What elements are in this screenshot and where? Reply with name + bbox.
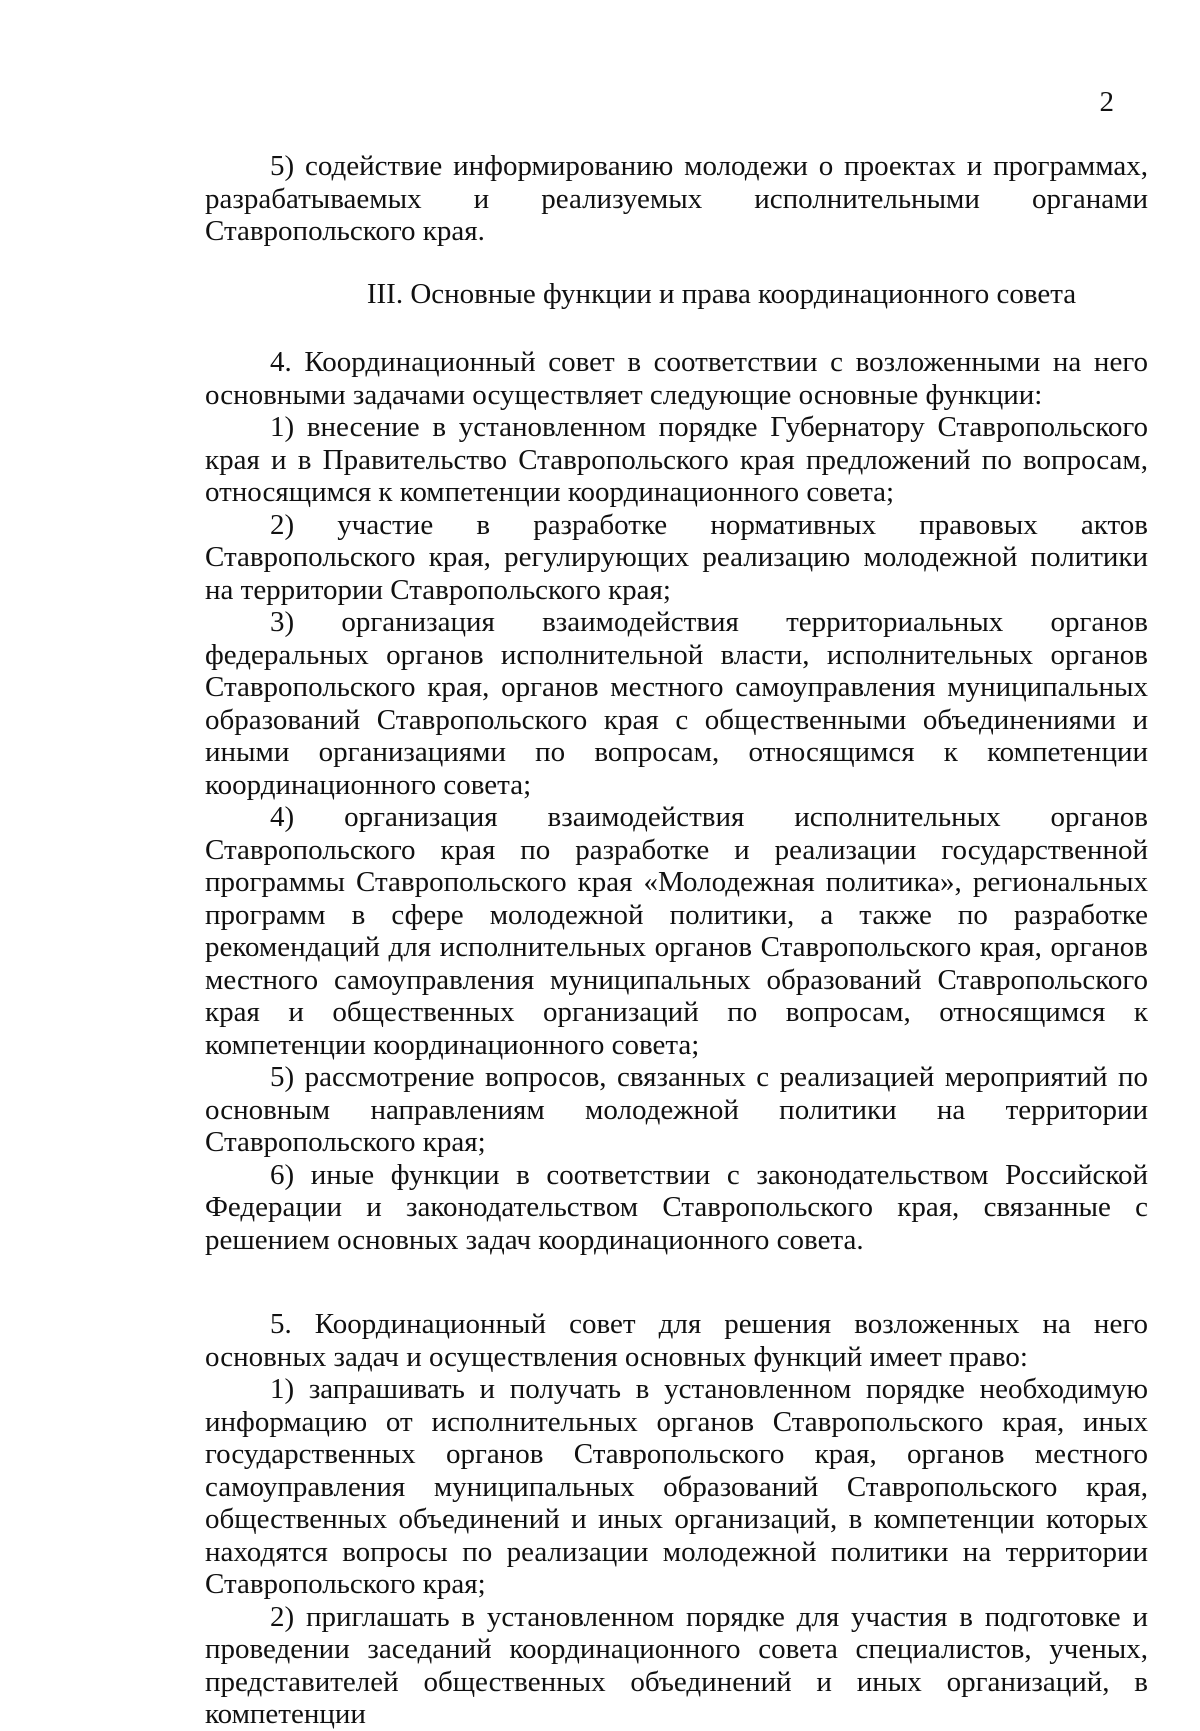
page-number: 2 bbox=[1099, 86, 1114, 118]
paragraph-4-item-3: 3) организация взаимодействия территориальных органов федеральных органов исполнительной власти, исполнительных органов Ставропольского края, органов местного самоуправления муниципальных образований Ставропольского края с общественными объединениями и иными организациями по вопросам, относящимся к компетенции координационного совета; bbox=[205, 606, 1148, 801]
paragraph-4-item-2: 2) участие в разработке нормативных правовых актов Ставропольского края, регулирующих реализацию молодежной политики на территории Ставропольского края; bbox=[205, 508, 1148, 606]
paragraph-section2-item5: 5) содействие информированию молодежи о проектах и программах, разрабатываемых и реализуемых исполнительными органами Ставропольского края. bbox=[205, 150, 1148, 247]
paragraph-4-item-6: 6) иные функции в соответствии с законодательством Российской Федерации и законодательством Ставропольского края, связанные с решением основных задач координационного совета. bbox=[205, 1158, 1148, 1256]
paragraph-4-item-1: 1) внесение в установленном порядке Губернатору Ставропольского края и в Правительство Ставропольского края предложений по вопросам, относящимся к компетенции координационного совета; bbox=[205, 411, 1148, 508]
paragraph-4-item-4: 4) организация взаимодействия исполнительных органов Ставропольского края по разработке и реализации государственной программы Ставропольского края «Молодежная политика», региональных программ в сфере молодежной политики, а также по разработке рекомендаций для исполнительных органов Ставропольского края, органов местного самоуправления муниципальных образований Ставропольского края и общественных организаций по вопросам, относящимся к компетенции координационного совета; bbox=[205, 801, 1148, 1061]
paragraph-4-item-5: 5) рассмотрение вопросов, связанных с реализацией мероприятий по основным направлениям молодежной политики на территории Ставропольского края; bbox=[205, 1061, 1148, 1158]
paragraph-5-item-1: 1) запрашивать и получать в установленном порядке необходимую информацию от исполнительных органов Ставропольского края, иных государственных органов Ставропольского края, органов местного самоуправления муниципальных образований Ставропольского края, общественных объединений и иных организаций, в компетенции которых находятся вопросы по реализации молодежной политики на территории Ставропольского края; bbox=[205, 1373, 1148, 1600]
paragraph-5: 5. Координационный совет для решения возложенных на него основных задач и осуществления основных функций имеет право: bbox=[205, 1308, 1148, 1373]
section-heading-iii: III. Основные функции и права координационного совета bbox=[366, 277, 1077, 310]
paragraph-4: 4. Координационный совет в соответствии с возложенными на него основными задачами осуществляет следующие основные функции: bbox=[205, 346, 1148, 411]
paragraph-5-item-2: 2) приглашать в установленном порядке для участия в подготовке и проведении заседаний координационного совета специалистов, ученых, представителей общественных объединений и иных организаций, в компетенции bbox=[205, 1600, 1148, 1730]
document-body bbox=[205, 150, 1148, 1731]
